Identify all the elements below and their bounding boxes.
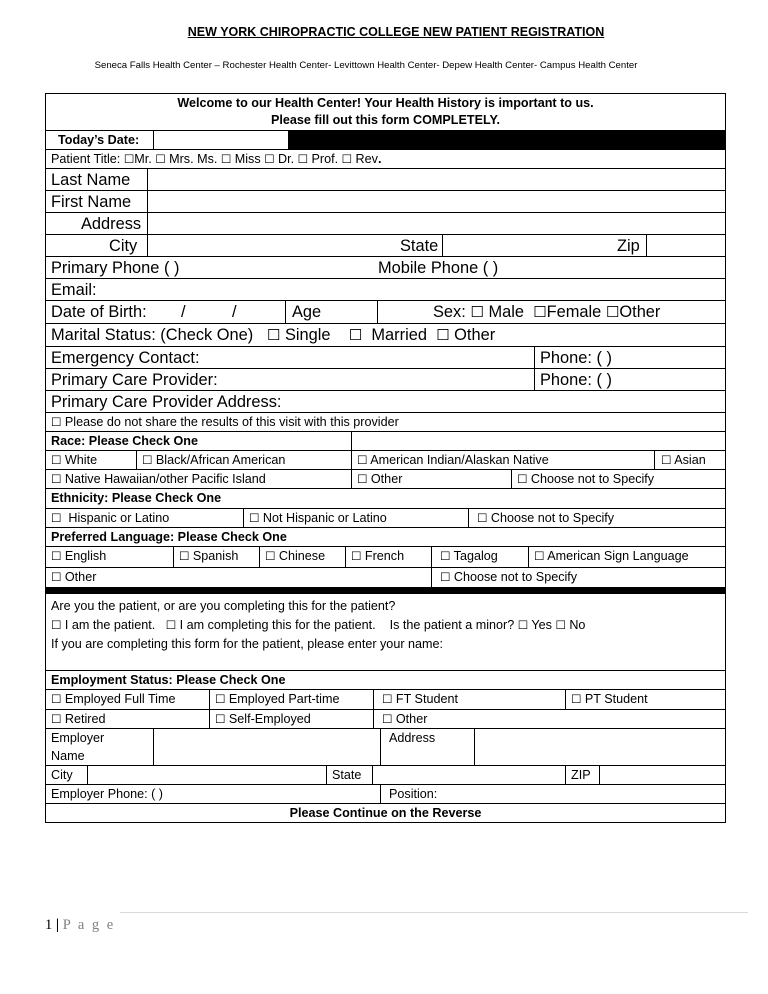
employer-label: Employer bbox=[51, 731, 105, 745]
checkbox-icon[interactable]: ☐ bbox=[661, 453, 672, 467]
checkbox-icon[interactable]: ☐ bbox=[382, 692, 393, 706]
emergency-contact-label: Emergency Contact: bbox=[51, 349, 200, 367]
race-option-black: Black/African American bbox=[155, 453, 286, 467]
address-label: Address bbox=[81, 215, 142, 233]
page-word: P a g e bbox=[62, 917, 116, 933]
dob-label: Date of Birth: bbox=[51, 303, 147, 321]
ethnicity-row bbox=[46, 508, 725, 527]
last-name-row bbox=[46, 168, 725, 190]
ethnicity-option-hispanic: Hispanic or Latino bbox=[68, 511, 170, 525]
city-label: City bbox=[109, 237, 138, 255]
checkbox-icon[interactable]: ☐ bbox=[51, 511, 62, 525]
no-share-row bbox=[46, 412, 725, 431]
today-date-field[interactable] bbox=[153, 131, 288, 149]
page-footer bbox=[45, 917, 115, 934]
checkbox-icon[interactable]: ☐ bbox=[51, 549, 62, 563]
checkbox-icon[interactable]: ☐ bbox=[51, 453, 62, 467]
checkbox-icon[interactable]: ☐ bbox=[571, 692, 582, 706]
employment-header: Employment Status: Please Check One bbox=[51, 673, 286, 687]
dob-separator: / bbox=[181, 303, 186, 321]
state-label: State bbox=[400, 237, 439, 255]
checkbox-icon[interactable]: ☐ bbox=[215, 712, 226, 726]
dob-row bbox=[46, 300, 725, 323]
last-name-field[interactable] bbox=[147, 169, 725, 190]
welcome-line-1: Welcome to our Health Center! Your Health History is important to us. bbox=[177, 96, 594, 110]
state-field[interactable] bbox=[442, 235, 611, 256]
race-option-other: Other bbox=[370, 472, 403, 486]
ethnicity-option-not-hispanic: Not Hispanic or Latino bbox=[262, 511, 387, 525]
welcome-banner bbox=[46, 94, 725, 130]
employment-row-2 bbox=[46, 709, 725, 728]
employment-option-part-time: Employed Part-time bbox=[228, 692, 340, 706]
health-center-locations: Seneca Falls Health Center – Rochester Health Center- Levittown Health Center- Depew Health Center- Campus Health Center bbox=[94, 60, 638, 71]
checkbox-icon[interactable]: ☐ bbox=[517, 618, 529, 632]
checkbox-icon[interactable]: ☐ bbox=[297, 152, 309, 166]
checkbox-icon[interactable]: ☐ bbox=[165, 618, 177, 632]
today-date-label: Today’s Date: bbox=[58, 133, 140, 147]
race-header: Race: Please Check One bbox=[51, 434, 199, 448]
email-row bbox=[46, 278, 725, 300]
race-row-1 bbox=[46, 450, 725, 469]
employment-row-1 bbox=[46, 689, 725, 709]
checkbox-icon[interactable]: ☐ bbox=[51, 415, 62, 429]
title-option-rev: Rev bbox=[355, 152, 378, 166]
completing-question: Are you the patient, or are you completing this for the patient? bbox=[51, 599, 396, 613]
employment-option-retired: Retired bbox=[64, 712, 106, 726]
address-field[interactable] bbox=[147, 213, 725, 234]
checkbox-icon[interactable]: ☐ bbox=[249, 511, 260, 525]
title-option-mrs: Mrs. bbox=[169, 152, 194, 166]
phone-row bbox=[46, 256, 725, 278]
city-row bbox=[46, 234, 725, 256]
checkbox-icon[interactable]: ☐ bbox=[51, 570, 62, 584]
primary-phone-label: Primary Phone ( ) bbox=[51, 259, 180, 277]
minor-option-no: No bbox=[569, 618, 586, 632]
page-number: 1 bbox=[45, 917, 53, 933]
address-row bbox=[46, 212, 725, 234]
employer-address-field[interactable] bbox=[474, 729, 725, 765]
sex-group bbox=[377, 301, 725, 323]
checkbox-icon[interactable]: ☐ bbox=[351, 549, 362, 563]
employer-name-field[interactable] bbox=[153, 729, 380, 765]
footer-divider bbox=[120, 912, 748, 913]
shaded-bar bbox=[288, 131, 725, 149]
language-option-english: English bbox=[64, 549, 107, 563]
race-option-white: White bbox=[64, 453, 98, 467]
checkbox-icon[interactable]: ☐ bbox=[142, 453, 153, 467]
checkbox-icon[interactable]: ☐ bbox=[477, 511, 488, 525]
checkbox-icon[interactable]: ☐ bbox=[220, 152, 232, 166]
today-date-row bbox=[46, 130, 725, 149]
marital-option-married: Married bbox=[371, 326, 427, 344]
race-option-asian: Asian bbox=[674, 453, 706, 467]
checkbox-icon[interactable]: ☐ bbox=[555, 618, 566, 632]
checkbox-icon[interactable]: ☐ bbox=[440, 549, 451, 563]
pcp-phone-label: Phone: ( ) bbox=[534, 369, 725, 390]
language-option-other: Other bbox=[64, 570, 97, 584]
checkbox-icon[interactable]: ☐ bbox=[51, 472, 62, 486]
employment-option-pt-student: PT Student bbox=[584, 692, 648, 706]
position-label: Position: bbox=[380, 785, 725, 803]
continue-note: Please Continue on the Reverse bbox=[289, 806, 482, 820]
language-option-not-specify: Choose not to Specify bbox=[453, 570, 578, 584]
race-header-blank bbox=[351, 432, 725, 450]
checkbox-icon[interactable]: ☐ bbox=[51, 692, 62, 706]
pcp-label: Primary Care Provider: bbox=[51, 371, 218, 389]
checkbox-icon[interactable]: ☐ bbox=[534, 549, 545, 563]
sex-label: Sex: bbox=[433, 303, 466, 321]
ethnicity-option-not-specify: Choose not to Specify bbox=[490, 511, 615, 525]
employer-zip-label: ZIP bbox=[565, 766, 599, 784]
language-option-french: French bbox=[364, 549, 405, 563]
marital-row bbox=[46, 323, 725, 346]
emergency-phone-label: Phone: ( ) bbox=[534, 347, 725, 368]
checkbox-icon[interactable]: ☐ bbox=[357, 453, 368, 467]
checkbox-icon[interactable]: ☐ bbox=[440, 570, 451, 584]
employment-option-ft-student: FT Student bbox=[395, 692, 458, 706]
zip-field[interactable] bbox=[646, 235, 725, 256]
first-name-label: First Name bbox=[51, 193, 132, 211]
employer-state-label: State bbox=[326, 766, 372, 784]
checkbox-icon[interactable]: ☐ bbox=[179, 549, 190, 563]
minor-option-yes: Yes bbox=[531, 618, 552, 632]
race-option-american-indian: American Indian/Alaskan Native bbox=[370, 453, 549, 467]
title-option-miss: Miss bbox=[234, 152, 261, 166]
checkbox-icon[interactable]: ☐ bbox=[436, 326, 450, 344]
language-option-spanish: Spanish bbox=[192, 549, 239, 563]
form-title: NEW YORK CHIROPRACTIC COLLEGE NEW PATIENT REGISTRATION bbox=[187, 25, 605, 39]
title-option-dr: Dr. bbox=[278, 152, 295, 166]
emergency-row bbox=[46, 346, 725, 368]
checkbox-icon[interactable]: ☐ bbox=[51, 712, 62, 726]
employment-header-row bbox=[46, 670, 725, 689]
checkbox-icon[interactable]: ☐ bbox=[605, 303, 620, 321]
employer-zip-field[interactable] bbox=[599, 766, 725, 784]
checkbox-icon[interactable]: ☐ bbox=[51, 618, 62, 632]
last-name-label: Last Name bbox=[51, 171, 131, 189]
race-row-2 bbox=[46, 469, 725, 488]
dob-separator: / bbox=[232, 303, 237, 321]
employer-city-field[interactable] bbox=[87, 766, 326, 784]
minor-question: Is the patient a minor? bbox=[389, 618, 515, 632]
language-header: Preferred Language: Please Check One bbox=[51, 530, 287, 544]
title-option-mr: Mr. bbox=[134, 152, 152, 166]
checkbox-icon[interactable]: ☐ bbox=[341, 152, 353, 166]
race-option-hawaiian: Native Hawaiian/other Pacific Island bbox=[64, 472, 266, 486]
employment-option-self-employed: Self-Employed bbox=[228, 712, 311, 726]
age-label: Age bbox=[285, 301, 377, 323]
employer-state-field[interactable] bbox=[372, 766, 565, 784]
checkbox-icon[interactable]: ☐ bbox=[264, 152, 275, 166]
language-option-tagalog: Tagalog bbox=[453, 549, 498, 563]
mobile-phone-label: Mobile Phone ( ) bbox=[378, 259, 499, 277]
title-period: . bbox=[377, 152, 382, 166]
checkbox-icon[interactable]: ☐ bbox=[470, 303, 484, 321]
employment-option-other: Other bbox=[395, 712, 428, 726]
title-option-prof: Prof. bbox=[311, 152, 339, 166]
checkbox-icon[interactable]: ☐ bbox=[382, 712, 393, 726]
pcp-address-label: Primary Care Provider Address: bbox=[51, 393, 282, 411]
completing-option-other: I am completing this for the patient. bbox=[179, 618, 376, 632]
checkbox-icon[interactable]: ☐ bbox=[266, 326, 281, 344]
completing-option-self: I am the patient. bbox=[64, 618, 156, 632]
patient-title-row bbox=[46, 149, 725, 168]
language-row-1 bbox=[46, 546, 725, 567]
checkbox-icon[interactable]: ☐ bbox=[123, 152, 135, 166]
language-header-row bbox=[46, 527, 725, 546]
welcome-line-2: Please fill out this form COMPLETELY. bbox=[270, 113, 501, 127]
email-label: Email: bbox=[51, 281, 97, 299]
completing-section bbox=[46, 594, 725, 670]
checkbox-icon[interactable]: ☐ bbox=[215, 692, 226, 706]
pcp-row bbox=[46, 368, 725, 390]
race-option-not-specify: Choose not to Specify bbox=[530, 472, 655, 486]
marital-option-single: Single bbox=[284, 326, 331, 344]
section-divider bbox=[46, 587, 725, 594]
pcp-address-row bbox=[46, 390, 725, 412]
employer-name-label: Name bbox=[51, 749, 85, 763]
first-name-field[interactable] bbox=[147, 191, 725, 212]
ethnicity-header-row bbox=[46, 488, 725, 508]
sex-option-other: Other bbox=[619, 303, 661, 321]
checkbox-icon[interactable]: ☐ bbox=[265, 549, 276, 563]
continue-row bbox=[46, 803, 725, 822]
sex-option-female: Female bbox=[546, 303, 602, 321]
employment-option-full-time: Employed Full Time bbox=[64, 692, 176, 706]
first-name-row bbox=[46, 190, 725, 212]
marital-option-other: Other bbox=[454, 326, 496, 344]
employer-phone-label: Employer Phone: ( ) bbox=[51, 787, 163, 801]
employer-row bbox=[46, 728, 725, 765]
employer-city-row bbox=[46, 765, 725, 784]
checkbox-icon[interactable]: ☐ bbox=[357, 472, 368, 486]
ethnicity-header: Ethnicity: Please Check One bbox=[51, 491, 222, 505]
checkbox-icon[interactable]: ☐ bbox=[517, 472, 528, 486]
race-header-row bbox=[46, 431, 725, 450]
language-row-2 bbox=[46, 567, 725, 587]
completer-name-prompt: If you are completing this form for the patient, please enter your name: bbox=[51, 637, 444, 651]
language-option-chinese: Chinese bbox=[278, 549, 326, 563]
checkbox-icon[interactable]: ☐ bbox=[155, 152, 166, 166]
employer-phone-row bbox=[46, 784, 725, 803]
zip-label: Zip bbox=[617, 237, 640, 255]
employer-address-label: Address bbox=[380, 729, 474, 765]
no-share-label: Please do not share the results of this visit with this provider bbox=[64, 415, 399, 429]
employer-city-label: City bbox=[51, 768, 73, 782]
registration-form bbox=[45, 93, 726, 823]
sex-option-male: Male bbox=[488, 303, 524, 321]
title-option-ms: Ms. bbox=[197, 152, 218, 166]
patient-title-label: Patient Title: bbox=[51, 152, 121, 166]
footer-bar: | bbox=[55, 917, 60, 933]
marital-label: Marital Status: (Check One) bbox=[51, 326, 254, 344]
checkbox-icon[interactable]: ☐ bbox=[533, 303, 547, 321]
city-field[interactable] bbox=[147, 235, 394, 256]
checkbox-icon[interactable]: ☐ bbox=[348, 326, 363, 344]
language-option-asl: American Sign Language bbox=[547, 549, 689, 563]
